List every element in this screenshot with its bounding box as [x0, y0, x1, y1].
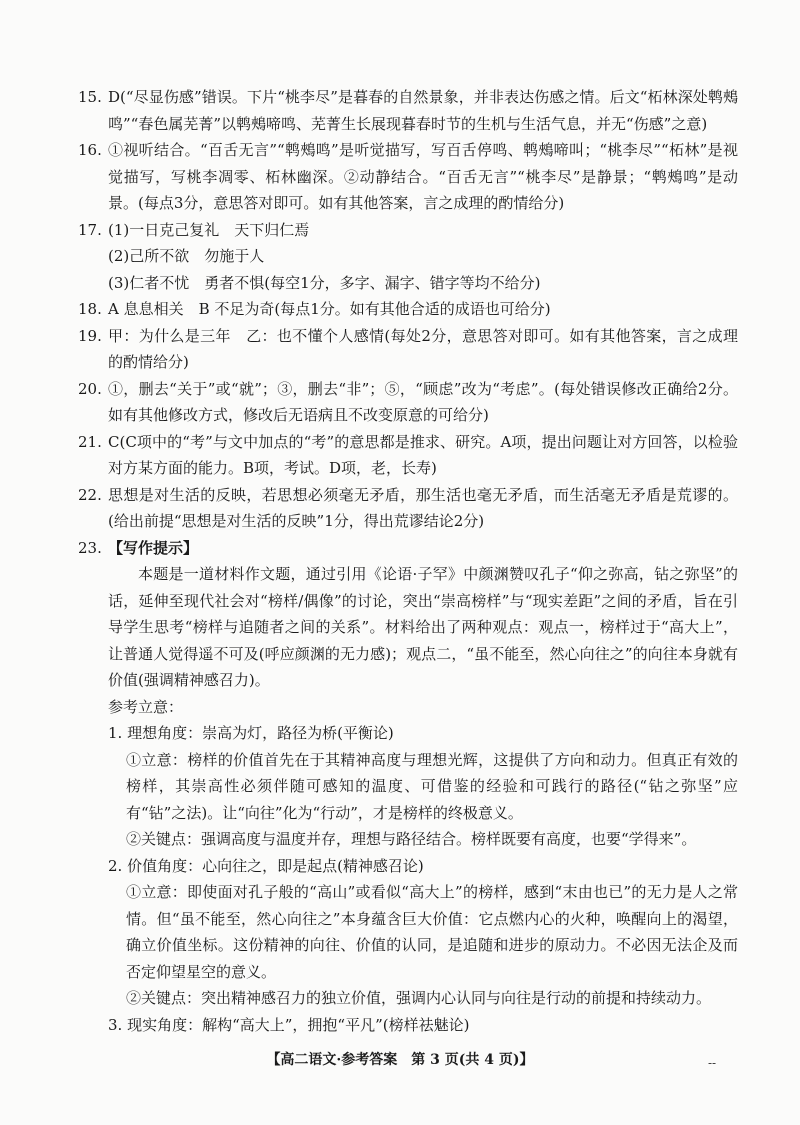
angle-point: ①立意：榜样的价值首先在于其精神高度与理想光辉，这提供了方向和动力。但真正有效的榜样，其崇高性必须伴随可感知的温度、可借鉴的经验和可践行的路径(“钻之弥坚”应有“钻”之法)。让“向往”化为“行动”，才是榜样的终极意义。: [126, 750, 738, 822]
answer-number: 18.: [78, 300, 102, 318]
answer-number: 17.: [78, 220, 102, 239]
answer-number: 20.: [78, 379, 102, 398]
angle-title: 3. 现实角度：解构“高大上”，拥抱“平凡”(榜样祛魅论): [108, 1015, 470, 1034]
answer-text: ①，删去“关于”或“就”；③，删去“非”；⑤，“顾虑”改为“考虑”。(每处错误修改正确给2分。如有其他修改方式，修改后无语病且不改变原意的可给分): [108, 379, 738, 424]
writing-tips-intro: 本题是一道材料作文题，通过引用《论语·子罕》中颜渊赞叹孔子“仰之弥高，钻之弥坚”的话，延伸至现代社会对“榜样/偶像”的讨论，突出“崇高榜样”与“现实差距”之间的矛盾，旨在引导学生思考“榜样与追随者之间的关系”。材料给出了两种观点：观点一，榜样过于“高大上”，让普通人觉得遥不可及(呼应颜渊的无力感)；观点二，“虽不能至，然心向往之”的向往本身就有价值(强调精神感召力)。: [108, 565, 738, 689]
answer-15: [78, 84, 738, 137]
answer-number: 21.: [78, 432, 102, 451]
writing-tips-body: [78, 561, 738, 1038]
angle-title: 2. 价值角度：心向往之，即是起点(精神感召论): [108, 856, 424, 875]
answer-18: [78, 296, 738, 323]
answer-19: [78, 323, 738, 376]
answer-22: [78, 482, 738, 535]
answer-23: [78, 535, 738, 562]
angle-point: ①立意：即使面对孔子般的“高山”或看似“高大上”的榜样，感到“末由也已”的无力是人之常情。但“虽不能至，然心向往之”本身蕴含巨大价值：它点燃内心的火种，唤醒向上的渴望，确立价值坐标。这份精神的向往、价值的认同，是追随和进步的原动力。不必因无法企及而否定仰望星空的意义。: [126, 883, 738, 981]
answer-number: 15.: [78, 88, 102, 106]
answer-text: (3)仁者不忧 勇者不惧(每空1分，多字、漏字、错字等均不给分): [108, 273, 541, 292]
angle-point: ②关键点：强调高度与温度并存，理想与路径结合。榜样既要有高度，也要“学得来”。: [126, 830, 697, 848]
answer-17: [78, 217, 738, 297]
answer-number: 16.: [78, 141, 102, 159]
answer-21: [78, 429, 738, 482]
angle-point: ②关键点：突出精神感召力的独立价值，强调内心认同与向往是行动的前提和持续动力。: [126, 989, 712, 1007]
writing-tips-heading: 【写作提示】: [108, 538, 199, 557]
answer-text: 思想是对生活的反映，若思想必须毫无矛盾，那生活也毫无矛盾，而生活毫无矛盾是荒谬的。(给出前提“思想是对生活的反映”1分，得出荒谬结论2分): [108, 485, 738, 530]
angle-title: 1. 理想角度：崇高为灯，路径为桥(平衡论): [108, 724, 394, 742]
answer-text: A 息息相关 B 不足为奇(每点1分。如有其他合适的成语也可给分): [108, 300, 551, 318]
reference-label: 参考立意：: [108, 697, 184, 716]
answer-text: C(C项中的“考”与文中加点的“考”的意思都是推求、研究。A项，提出问题让对方回答，以检验对方某方面的能力。B项，考试。D项，老，长寿): [108, 432, 738, 477]
answer-text: (2)己所不欲 勿施于人: [108, 247, 265, 265]
answer-20: [78, 376, 738, 429]
answer-content: [78, 84, 738, 1038]
answer-number: 23.: [78, 538, 102, 557]
answer-text: ①视听结合。“百舌无言”“鹎鵊鸣”是听觉描写，写百舌停鸣、鹎鵊啼叫；“桃李尽”“柘林”是视觉描写，写桃李凋零、柘林幽深。②动静结合。“百舌无言”“桃李尽”是静景；“鹎鵊鸣”是动景。(每点3分，意思答对即可。如有其他答案，言之成理的酌情给分): [108, 141, 738, 212]
answer-number: 22.: [78, 485, 102, 504]
page-footer: 【高二语文·参考答案 第 3 页(共 4 页)】: [266, 1052, 534, 1068]
corner-mark: --: [708, 1056, 717, 1070]
answer-16: [78, 137, 738, 217]
answer-text: 甲：为什么是三年 乙：也不懂个人感情(每处2分，意思答对即可。如有其他答案，言之成理的酌情给分): [108, 326, 738, 371]
answer-text: D(“尽显伤感”错误。下片“桃李尽”是暮春的自然景象，并非表达伤感之情。后文“柘林深处鹎鵊鸣”“春色属芜菁”以鹎鵊啼鸣、芜菁生长展现暮春时节的生机与生活气息，并无“伤感”之意): [108, 88, 738, 133]
answer-text: (1)一日克己复礼 天下归仁焉: [108, 220, 310, 239]
answer-number: 19.: [78, 326, 102, 345]
